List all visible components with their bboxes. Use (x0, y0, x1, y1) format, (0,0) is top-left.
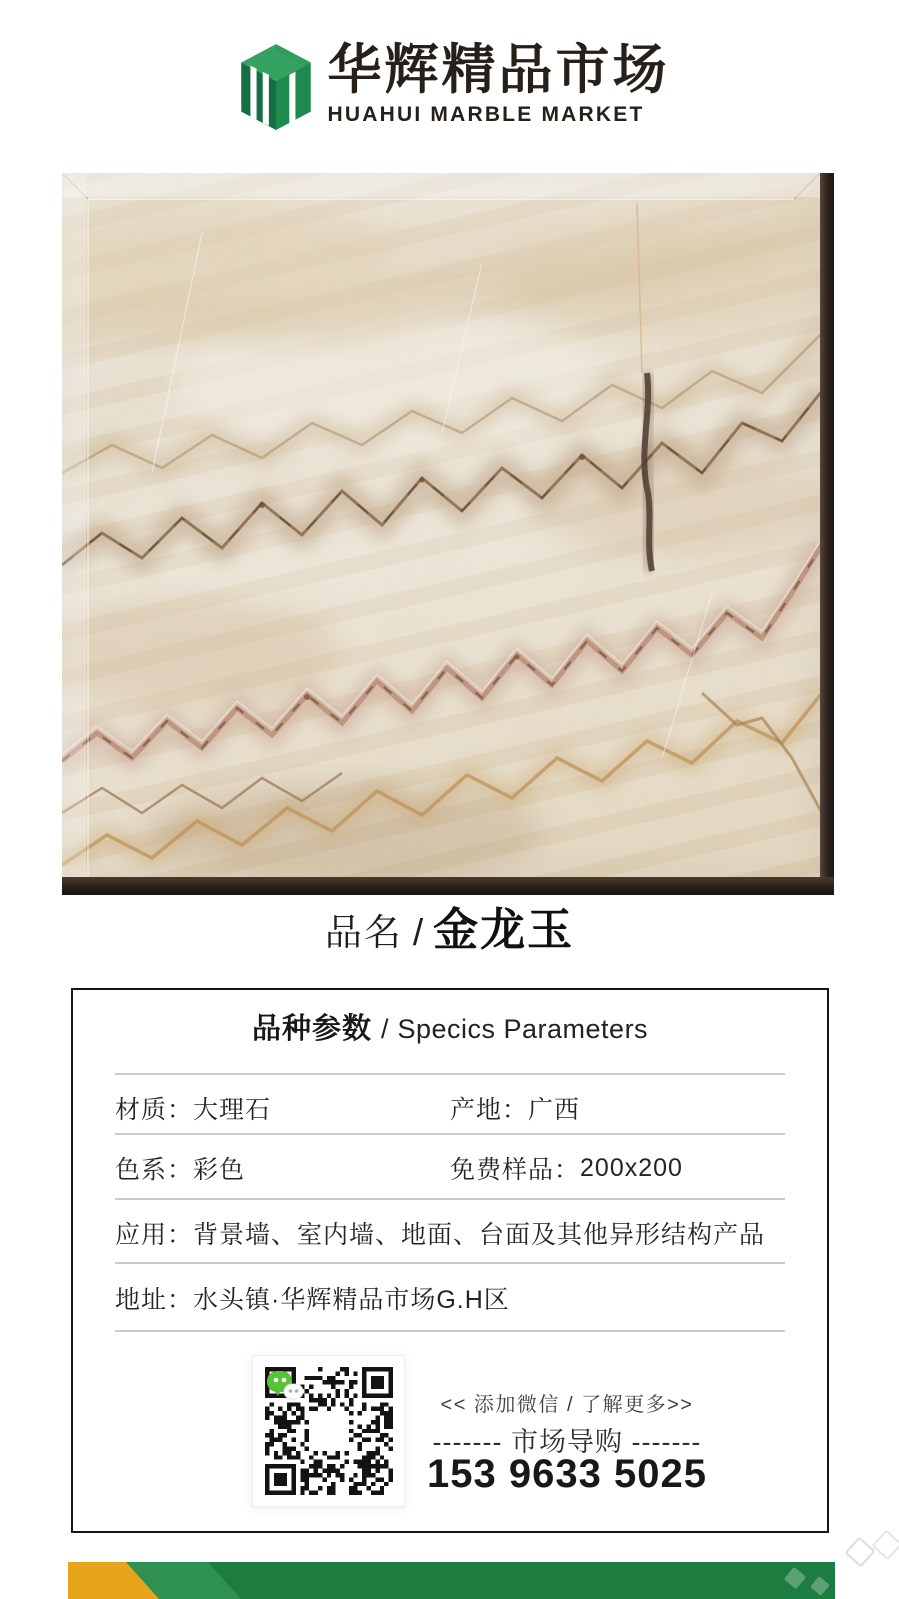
wechat-hint-text: << 添加微信 / 了解更多>> (440, 1394, 694, 1416)
brand-logo-icon (230, 38, 322, 130)
product-name-value: 金龙玉 (433, 904, 575, 955)
spec-value: 广西 (528, 1096, 581, 1124)
marble-veins-illustration (62, 173, 820, 877)
spec-label: 免费样品： (450, 1156, 581, 1184)
spec-label: 应用： (115, 1221, 194, 1249)
spec-value: 大理石 (193, 1096, 272, 1124)
product-name-label: 品名 (324, 912, 403, 953)
spec-label: 材质： (115, 1096, 194, 1124)
marble-slab-photo (62, 173, 834, 895)
spec-value: 背景墙、室内墙、地面、台面及其他异形结构产品 (193, 1221, 766, 1249)
watermark-glyph (871, 1529, 899, 1560)
spec-label: 产地： (450, 1096, 529, 1124)
specs-title-cn: 品种参数 (251, 1013, 372, 1045)
brand-name-en: HUAHUI MARBLE MARKET (327, 103, 645, 126)
spec-value: 水头镇·华辉精品市场G.H区 (193, 1286, 510, 1314)
product-name-separator: / (412, 912, 424, 953)
specs-title-separator: / (380, 1014, 389, 1044)
marble-slab-face (62, 173, 820, 877)
footer-color-bar (0, 1562, 899, 1599)
contact-block (373, 990, 761, 1531)
spec-label: 色系： (115, 1156, 194, 1184)
specs-title-en: Specics Parameters (397, 1014, 649, 1044)
brand-name-cn: 华辉精品市场 (327, 40, 670, 100)
spec-label: 地址： (115, 1286, 194, 1314)
brand-header (0, 38, 899, 130)
spec-value: 200x200 (580, 1153, 683, 1182)
phone-number: 153 9633 5025 (427, 1452, 707, 1496)
brand-text (328, 40, 670, 128)
market-guide-label: ------- 市场导购 ------- (432, 1427, 702, 1457)
specs-parameters-box (71, 988, 829, 1533)
slab-dark-edge-right (820, 173, 834, 895)
spec-value: 彩色 (193, 1156, 246, 1184)
product-name-row (0, 893, 899, 958)
wechat-icon (265, 1367, 305, 1407)
